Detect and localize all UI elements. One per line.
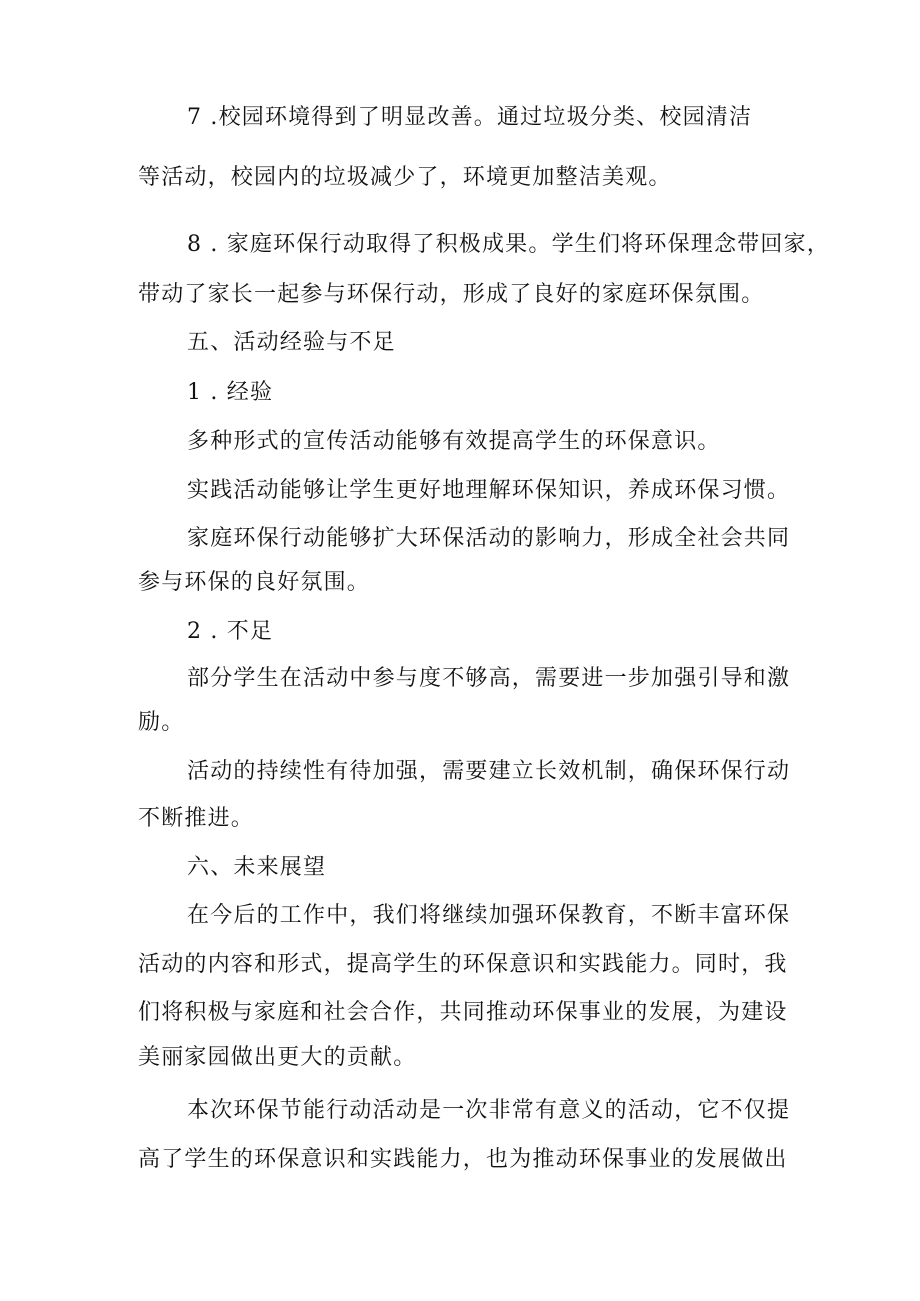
outlook-line-2: 活动的内容和形式，提高学生的环保意识和实践能力。同时，我 [138,952,788,977]
paragraph-7-line-1: 7 .校园环境得到了明显改善。通过垃圾分类、校园清洁 [187,105,753,130]
shortcoming-2-line-1: 活动的持续性有待加强，需要建立长效机制，确保环保行动 [187,759,791,784]
subheading-experience: 1 . 经验 [187,380,274,405]
section-heading-five: 五、活动经验与不足 [187,330,396,355]
paragraph-7-line-2: 等活动，校园内的垃圾减少了，环境更加整洁美观。 [138,165,672,190]
subheading-shortcomings: 2 . 不足 [187,619,274,644]
outlook-line-3: 们将积极与家庭和社会合作，共同推动环保事业的发展，为建设 [138,1000,788,1025]
section-heading-six: 六、未来展望 [187,855,327,880]
outlook-line-4: 美丽家园做出更大的贡献。 [138,1045,417,1070]
experience-item-2: 实践活动能够让学生更好地理解环保知识，养成环保习惯。 [187,478,791,503]
shortcoming-2-line-2: 不断推进。 [138,806,255,831]
experience-item-3-line-2: 参与环保的良好氛围。 [138,570,371,595]
shortcoming-1-line-2: 励。 [138,710,185,735]
shortcoming-1-line-1: 部分学生在活动中参与度不够高，需要进一步加强引导和激 [187,666,791,691]
experience-item-3-line-1: 家庭环保行动能够扩大环保活动的影响力，形成全社会共同 [187,526,791,551]
conclusion-line-1: 本次环保节能行动活动是一次非常有意义的活动，它不仅提 [187,1098,791,1123]
paragraph-8-line-2: 带动了家长一起参与环保行动，形成了良好的家庭环保氛围。 [138,282,765,307]
paragraph-8-line-1: 8 . 家庭环保行动取得了积极成果。学生们将环保理念带回家， [187,232,830,257]
conclusion-line-2: 高了学生的环保意识和实践能力，也为推动环保事业的发展做出 [138,1147,788,1172]
experience-item-1: 多种形式的宣传活动能够有效提高学生的环保意识。 [187,429,721,454]
outlook-line-1: 在今后的工作中，我们将继续加强环保教育，不断丰富环保 [187,903,791,928]
